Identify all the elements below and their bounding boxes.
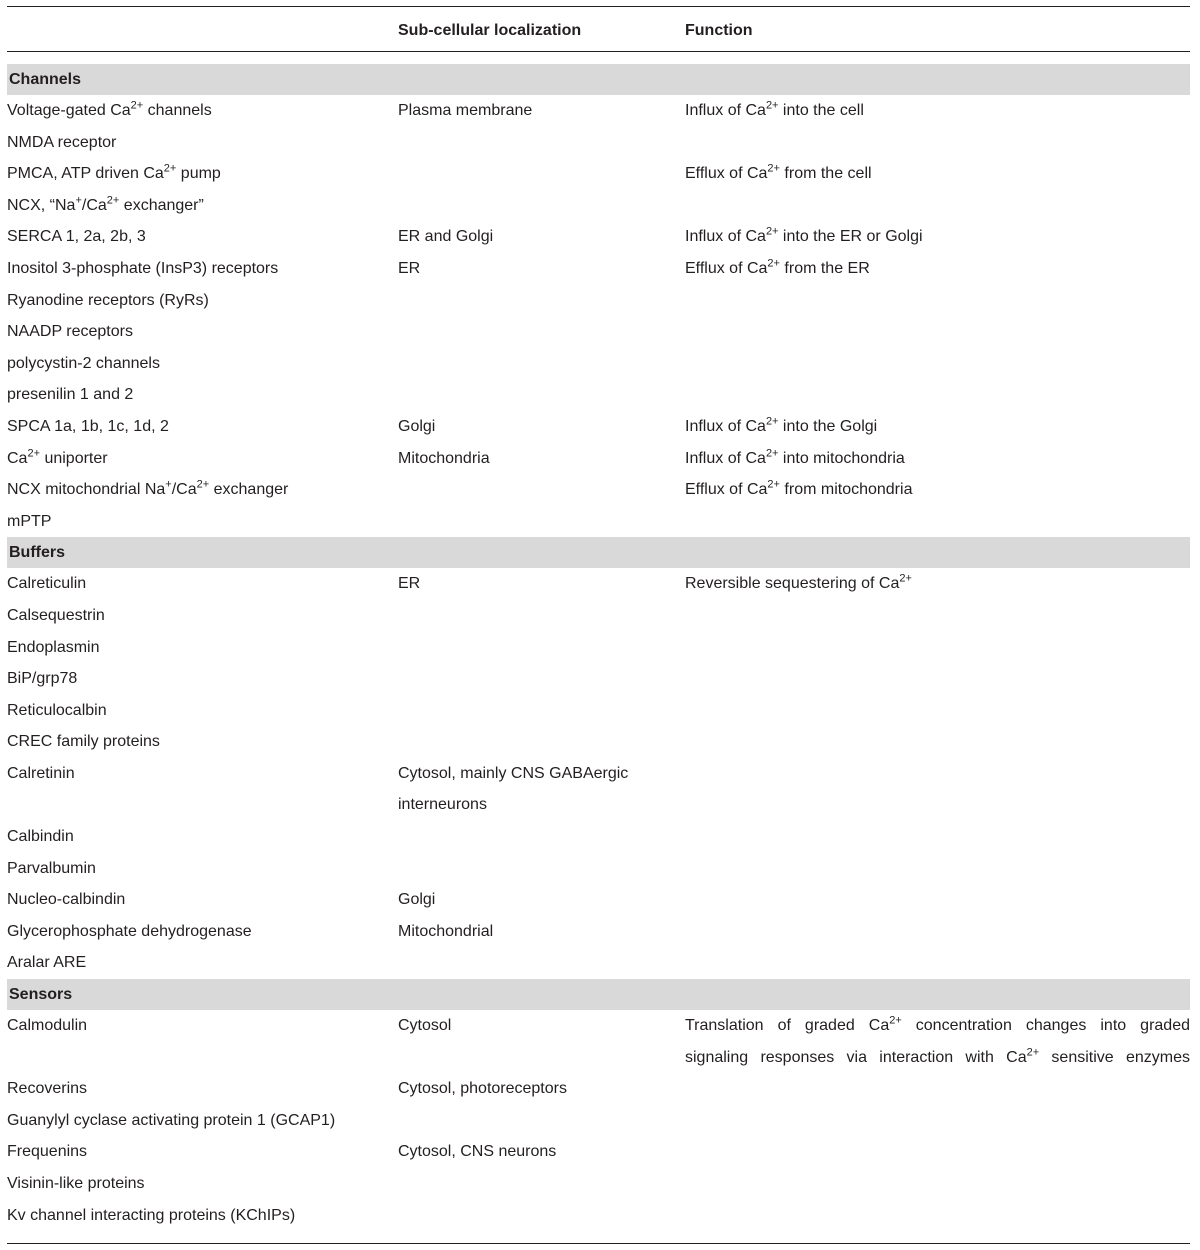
cell-name: NMDA receptor [7, 133, 117, 151]
table-row [7, 190, 1190, 222]
table-row [7, 285, 1190, 317]
cell-name: Frequenins [7, 1143, 88, 1161]
table-row [7, 127, 1190, 159]
table-row [7, 348, 1190, 380]
cell-name: CREC family proteins [7, 733, 160, 751]
cell-name: Endoplasmin [7, 638, 100, 656]
table-body [7, 64, 1190, 1231]
cell-name: Kv channel interacting proteins (KChIPs) [7, 1206, 296, 1224]
table-row [7, 695, 1190, 727]
table-row [7, 1105, 1190, 1137]
table-row [7, 1168, 1190, 1200]
cell-name: Calsequestrin [7, 606, 105, 624]
table-row [7, 726, 1190, 758]
cell-localization: Golgi [398, 417, 436, 435]
cell-name: NCX mitochondrial $Na^+/Ca^{2+}$ exchanger [7, 478, 289, 499]
table-row [7, 632, 1190, 664]
cell-function: Translation of graded $Ca^{2+}$ concentration changes into graded signaling responses via interaction with $Ca^{2+}$ sensitive enzymes [685, 1014, 1190, 1066]
table-row [7, 379, 1190, 411]
section-header-buffers: Buffers [7, 537, 1190, 568]
table-row [7, 1136, 1190, 1168]
cell-name: mPTP [7, 512, 52, 530]
table-row [7, 947, 1190, 979]
header-function: Function [685, 22, 753, 39]
section-header-channels: Channels [7, 64, 1190, 95]
cell-function: Influx of $Ca^{2+}$ into the Golgi [685, 415, 878, 435]
cell-name: Ryanodine receptors (RyRs) [7, 291, 209, 309]
table-row [7, 853, 1190, 885]
table-row [7, 474, 1190, 506]
cell-function: Efflux of $Ca^{2+}$ from the ER [685, 257, 870, 277]
table-row [7, 506, 1190, 538]
table-row [7, 568, 1190, 600]
cell-localization: Cytosol, photoreceptors [398, 1080, 567, 1098]
cell-name: SPCA 1a, 1b, 1c, 1d, 2 [7, 417, 169, 435]
table-top-rule [7, 6, 1190, 7]
cell-localization: Plasma membrane [398, 102, 533, 119]
table-row [7, 758, 1190, 821]
cell-name: presenilin 1 and 2 [7, 386, 134, 404]
table-row [7, 1200, 1190, 1232]
table-row [7, 884, 1190, 916]
cell-function: Efflux of $Ca^{2+}$ from the cell [685, 162, 872, 183]
table-row [7, 158, 1190, 190]
cell-function: Influx of $Ca^{2+}$ into the cell [685, 99, 864, 119]
cell-name: Aralar ARE [7, 954, 87, 972]
table-row [7, 316, 1190, 348]
table-row [7, 1010, 1190, 1073]
cell-name: Voltage-gated $Ca^{2+}$ channels [7, 99, 212, 119]
cell-localization: Golgi [398, 891, 436, 909]
cell-localization: ER [398, 575, 421, 593]
cell-function: Reversible sequestering of $Ca^{2+}$ [685, 572, 912, 593]
table-header-rule [7, 51, 1190, 52]
cell-name: Nucleo-calbindin [7, 891, 126, 909]
cell-name: NCX, “$Na^+/Ca^{2+}$ exchanger” [7, 194, 204, 214]
cell-name: Recoverins [7, 1080, 88, 1098]
cell-name: Calreticulin [7, 575, 87, 593]
cell-name: Calretinin [7, 764, 75, 782]
cell-name: Reticulocalbin [7, 701, 107, 719]
table-row [7, 221, 1190, 253]
table-bottom-rule [7, 1243, 1190, 1244]
table-row [7, 916, 1190, 948]
section-header-sensors: Sensors [7, 979, 1190, 1010]
cell-name: Calbindin [7, 828, 74, 846]
table-row [7, 821, 1190, 853]
table-row [7, 253, 1190, 285]
table-row [7, 411, 1190, 443]
table-row [7, 1073, 1190, 1105]
cell-name: Guanylyl cyclase activating protein 1 (GCAP1) [7, 1111, 336, 1129]
cell-localization: ER [398, 259, 421, 277]
table-row [7, 600, 1190, 632]
cell-function: Influx of $Ca^{2+}$ into the ER or Golgi [685, 226, 923, 246]
cell-name: SERCA 1, 2a, 2b, 3 [7, 228, 146, 246]
table-row [7, 663, 1190, 695]
cell-name: Parvalbumin [7, 859, 96, 877]
cell-name: NAADP receptors [7, 323, 133, 341]
cell-function: Influx of $Ca^{2+}$ into mitochondria [685, 447, 905, 467]
cell-name: $Ca^{2+}$ uniporter [7, 447, 108, 467]
cell-name: Inositol 3-phosphate (InsP3) receptors [7, 259, 279, 277]
cell-name: polycystin-2 channels [7, 354, 160, 372]
cell-localization: Cytosol, CNS neurons [398, 1143, 557, 1161]
header-localization: Sub-cellular localization [398, 22, 582, 39]
cell-name: Visinin-like proteins [7, 1175, 145, 1192]
cell-name: BiP/grp78 [7, 670, 78, 688]
cell-name: PMCA, ATP driven $Ca^{2+}$ pump [7, 162, 221, 183]
cell-localization: Mitochondria [398, 449, 490, 467]
cell-localization: ER and Golgi [398, 228, 494, 246]
cell-function: Efflux of $Ca^{2+}$ from mitochondria [685, 478, 913, 499]
cell-localization: Cytosol [398, 1017, 452, 1035]
cell-name: Calmodulin [7, 1017, 88, 1035]
cell-name: Glycerophosphate dehydrogenase [7, 922, 252, 940]
table-row [7, 95, 1190, 127]
cell-localization: Mitochondrial [398, 922, 494, 940]
cell-localization: Cytosol, mainly CNS GABAergic interneurons [398, 764, 629, 814]
table-row [7, 443, 1190, 475]
